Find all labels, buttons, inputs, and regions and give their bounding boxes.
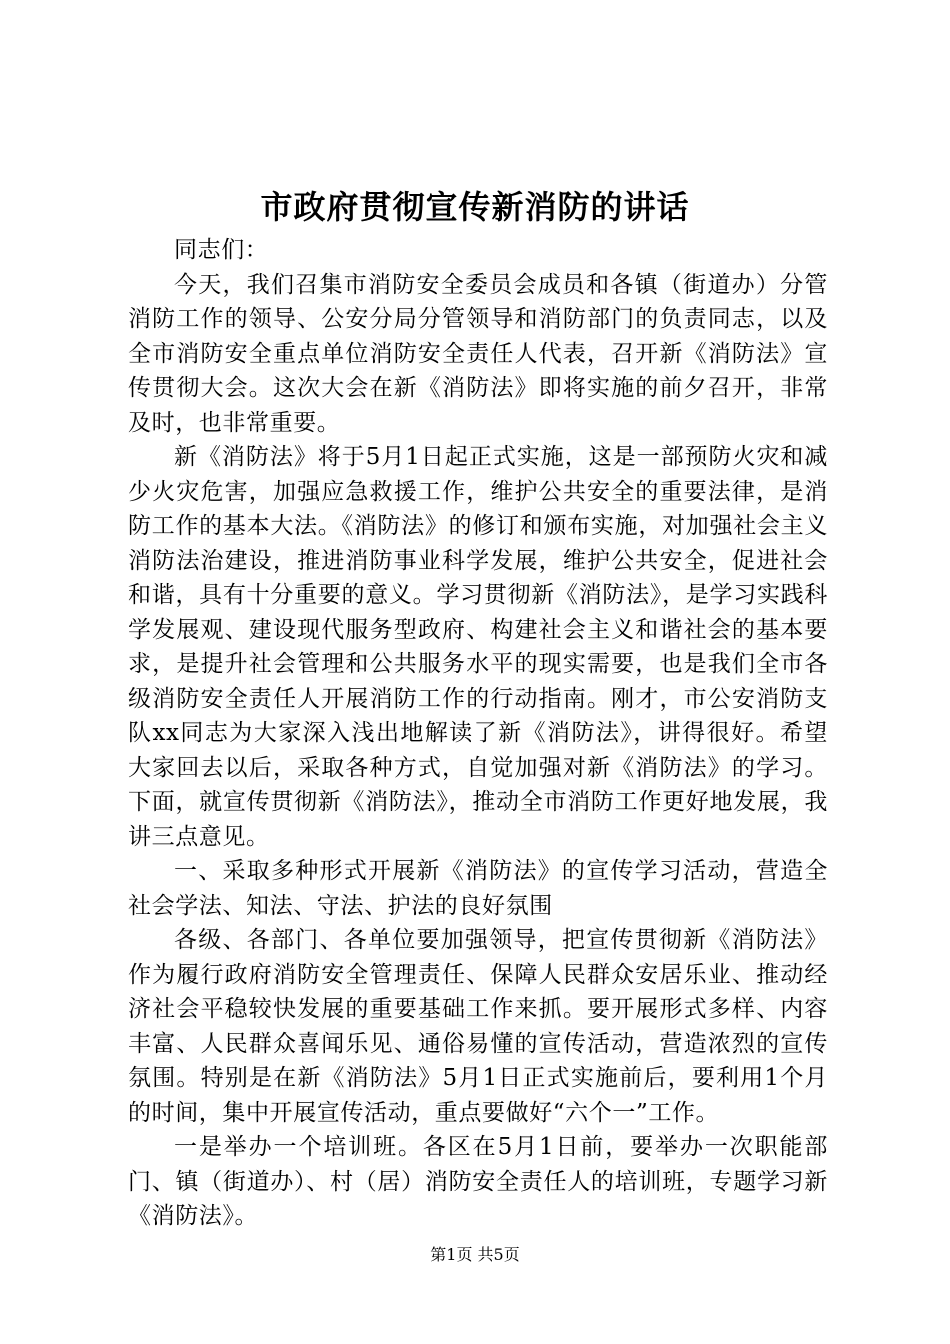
- paragraph-salutation: 同志们：: [174, 237, 269, 263]
- document-body: [128, 233, 828, 1234]
- section-heading-one: 一、采取多种形式开展新《消防法》的宣传学习活动，营造全社会学法、知法、守法、护法的良好氛围: [128, 858, 828, 919]
- paragraph-intro: 今天，我们召集市消防安全委员会成员和各镇（街道办）分管消防工作的领导、公安分局分管领导和消防部门的负责同志，以及全市消防安全重点单位消防安全责任人代表，召开新《消防法》宣传贯彻大会。这次大会在新《消防法》即将实施的前夕召开，非常及时，也非常重要。: [128, 271, 828, 436]
- paragraph-significance: 新《消防法》将于5月1日起正式实施，这是一部预防火灾和减少火灾危害，加强应急救援工作，维护公共安全的重要法律，是消防工作的基本大法。《消防法》的修订和颁布实施，对加强社会主义消防法治建设，推进消防事业科学发展，维护公共安全，促进社会和谐，具有十分重要的意义。学习贯彻新《消防法》，是学习实践科学发展观、建设现代服务型政府、构建社会主义和谐社会的基本要求，是提升社会管理和公共服务水平的现实需要，也是我们全市各级消防安全责任人开展消防工作的行动指南。刚才，市公安消防支队xx同志为大家深入浅出地解读了新《消防法》，讲得很好。希望大家回去以后，采取各种方式，自觉加强对新《消防法》的学习。下面，就宣传贯彻新《消防法》，推动全市消防工作更好地发展，我讲三点意见。: [128, 444, 828, 850]
- document-title: 市政府贯彻宣传新消防的讲话: [260, 188, 690, 226]
- paragraph-publicity: 各级、各部门、各单位要加强领导，把宣传贯彻新《消防法》作为履行政府消防安全管理责任、保障人民群众安居乐业、推动经济社会平稳较快发展的重要基础工作来抓。要开展形式多样、内容丰富、人民群众喜闻乐见、通俗易懂的宣传活动，营造浓烈的宣传氛围。特别是在新《消防法》5月1日正式实施前后，要利用1个月的时间，集中开展宣传活动，重点要做好“六个一”工作。: [128, 927, 828, 1126]
- page-number-footer: 第1页 共5页: [430, 1245, 520, 1264]
- paragraph-training: 一是举办一个培训班。各区在5月1日前，要举办一次职能部门、镇（街道办）、村（居）消防安全责任人的培训班，专题学习新《消防法》。: [128, 1134, 828, 1229]
